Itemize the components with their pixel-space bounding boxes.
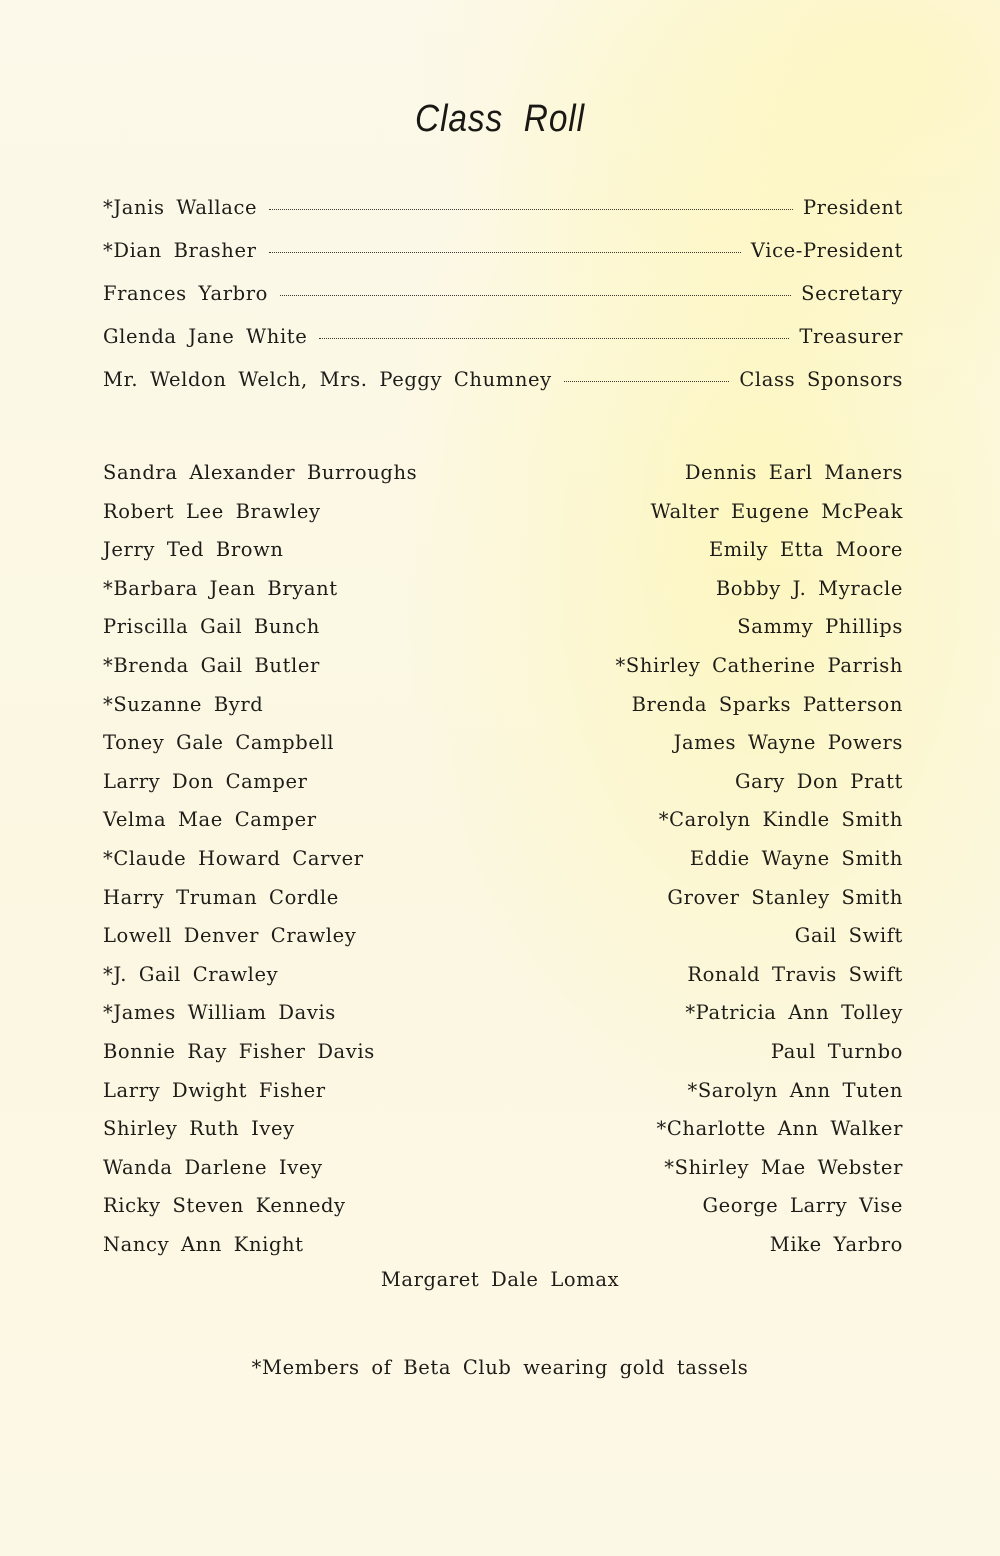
student-name: *Charlotte Ann Walker <box>656 1117 903 1141</box>
student-name: Shirley Ruth Ivey <box>103 1117 295 1141</box>
student-name: *Claude Howard Carver <box>103 846 364 870</box>
student-name: *James William Davis <box>103 1001 336 1025</box>
student-name: *Suzanne Byrd <box>103 692 264 716</box>
officer-row <box>103 368 903 411</box>
page-title: Class Roll <box>415 98 585 140</box>
officer-title: Secretary <box>801 282 903 305</box>
student-name: Harry Truman Cordle <box>103 885 339 909</box>
officer-title: President <box>802 196 903 219</box>
officer-name: Frances Yarbro <box>103 282 268 305</box>
student-name: Wanda Darlene Ivey <box>103 1155 323 1179</box>
student-name: *Barbara Jean Bryant <box>103 576 338 600</box>
student-name: Velma Mae Camper <box>103 808 317 832</box>
officer-title: Class Sponsors <box>739 368 903 391</box>
student-name: Dennis Earl Maners <box>684 461 903 484</box>
student-name: Sammy Phillips <box>737 615 903 639</box>
student-name: Paul Turnbo <box>770 1039 903 1063</box>
officer-name: Glenda Jane White <box>103 325 308 348</box>
officer-row <box>103 239 903 282</box>
student-name: Walter Eugene McPeak <box>650 499 903 523</box>
student-name: Ricky Steven Kennedy <box>103 1194 346 1218</box>
beta-club-footnote: *Members of Beta Club wearing gold tassels <box>251 1356 749 1379</box>
student-name: Priscilla Gail Bunch <box>103 615 320 639</box>
officer-title: Vice-President <box>750 239 903 262</box>
student-name: *Carolyn Kindle Smith <box>658 808 903 832</box>
student-name: Eddie Wayne Smith <box>689 846 903 870</box>
student-name: Toney Gale Campbell <box>103 731 335 755</box>
student-name: Mike Yarbro <box>769 1232 903 1256</box>
dot-leader <box>564 381 730 382</box>
student-name: *Sarolyn Ann Tuten <box>687 1078 903 1102</box>
student-name: Emily Etta Moore <box>708 538 903 562</box>
officer-row <box>103 325 903 368</box>
officer-row <box>103 282 903 325</box>
officer-name: Mr. Weldon Welch, Mrs. Peggy Chumney <box>103 368 552 391</box>
dot-leader <box>280 295 791 296</box>
officer-title: Treasurer <box>799 325 903 348</box>
student-name: *Shirley Mae Webster <box>664 1155 903 1179</box>
dot-leader <box>319 338 789 339</box>
roster-column-left <box>103 458 493 1268</box>
student-name: Larry Don Camper <box>103 769 308 793</box>
student-name: Grover Stanley Smith <box>667 885 903 909</box>
student-name: Nancy Ann Knight <box>103 1232 304 1256</box>
officer-row <box>103 196 903 239</box>
student-name: James Wayne Powers <box>673 731 903 755</box>
student-name-centered: Margaret Dale Lomax <box>380 1268 620 1291</box>
student-name: *Patricia Ann Tolley <box>685 1001 903 1025</box>
student-name: *J. Gail Crawley <box>103 962 279 986</box>
student-name: *Brenda Gail Butler <box>103 653 320 677</box>
student-name: Lowell Denver Crawley <box>103 924 357 948</box>
student-name: Gail Swift <box>794 924 903 948</box>
officer-list <box>103 196 903 411</box>
student-name: Brenda Sparks Patterson <box>631 692 903 716</box>
student-name: George Larry Vise <box>702 1194 903 1218</box>
student-name: Jerry Ted Brown <box>103 538 284 562</box>
student-name: Larry Dwight Fisher <box>103 1078 326 1102</box>
dot-leader <box>269 209 793 210</box>
student-name: Bonnie Ray Fisher Davis <box>103 1039 375 1063</box>
student-name: Sandra Alexander Burroughs <box>103 461 418 484</box>
student-name: Robert Lee Brawley <box>103 499 321 523</box>
dot-leader <box>269 252 741 253</box>
student-name: Ronald Travis Swift <box>687 962 903 986</box>
officer-name: *Janis Wallace <box>103 196 258 219</box>
roster-column-right <box>513 458 903 1268</box>
student-name: Bobby J. Myracle <box>715 576 903 600</box>
student-name: Gary Don Pratt <box>734 769 903 793</box>
officer-name: *Dian Brasher <box>103 239 257 262</box>
student-name: *Shirley Catherine Parrish <box>615 653 903 677</box>
